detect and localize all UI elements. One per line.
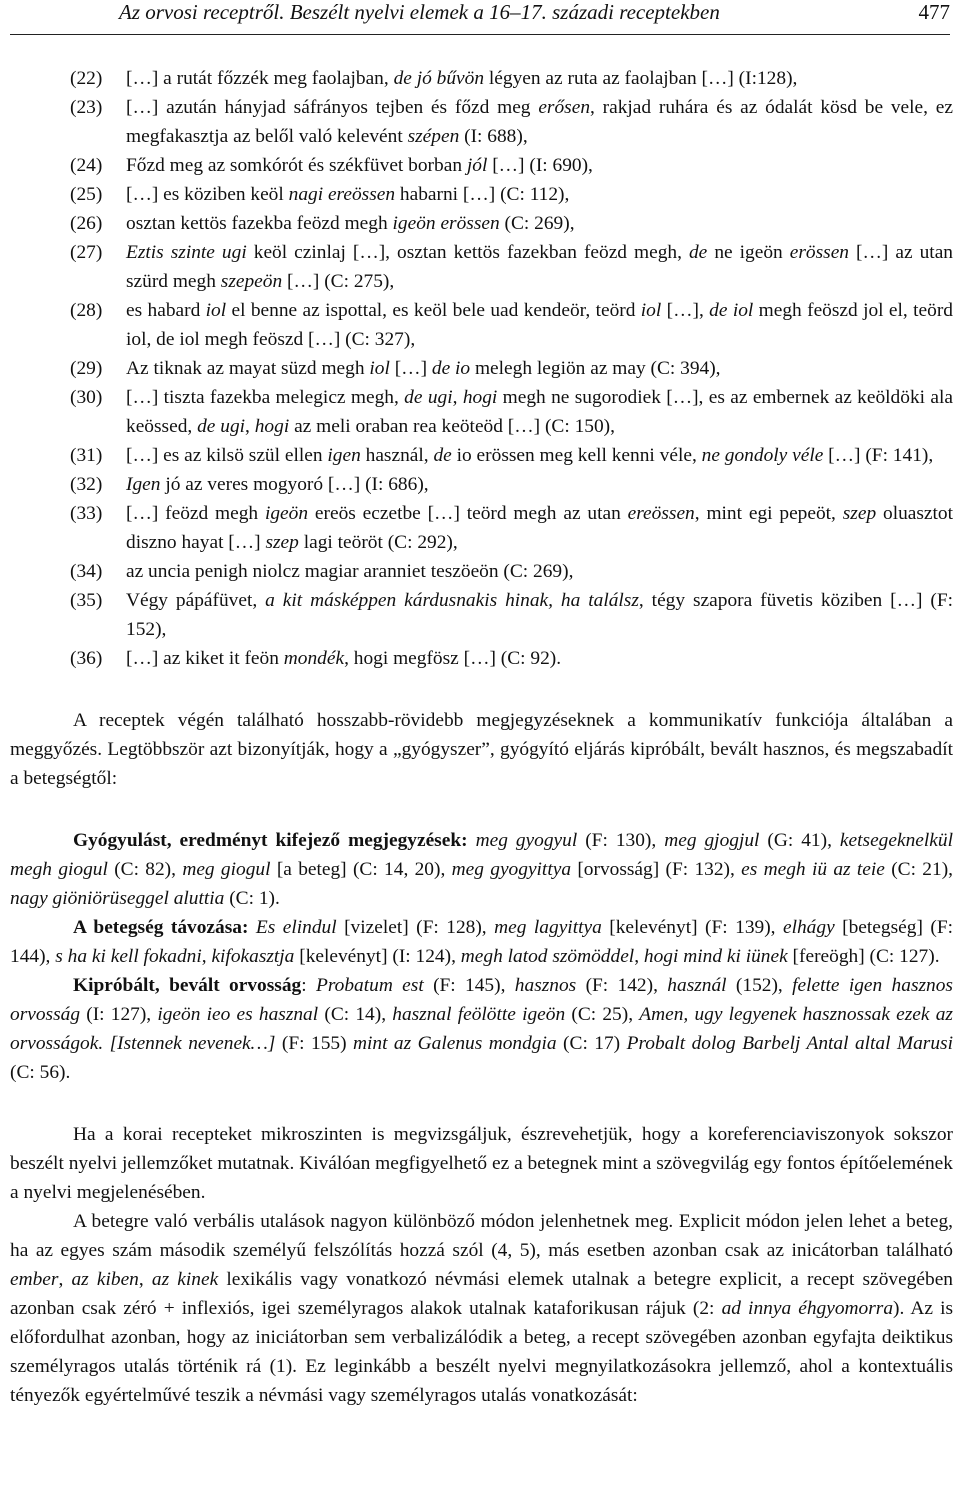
text-run: , <box>58 1269 72 1290</box>
text-run: […] (C: 275), <box>282 271 395 292</box>
text-run: : <box>301 975 316 996</box>
example-text <box>126 64 953 93</box>
italic-text: Probalt dolog Barbelj Antal altal Marusi <box>626 1033 953 1054</box>
text-run: [kelevényt] (F: 139), <box>601 917 783 938</box>
example-text <box>126 383 953 441</box>
text-run: A receptek végén található hosszabb-rövidebb megjegyzéseknek a kommunikatív funkciója általában a meggyőzés. Legtöbbször azt bizonyítják, hogy a „gyógyszer”, gyógyító eljárás kipróbált, bevált hasznos, és megszabadít a betegségtől: <box>10 710 953 789</box>
italic-text: igeön ieo es hasznal <box>157 1004 319 1025</box>
text-run: […] azután hányjad sáfrányos tejben és főzd meg <box>126 97 539 118</box>
text-run: [vizelet] (F: 128), <box>336 917 495 938</box>
text-run: (C: 14), <box>318 1004 393 1025</box>
italic-text: ketsegeknelkül megh giogul <box>10 830 953 880</box>
text-run: Főzd meg az somkórót és székfüvet borban <box>126 155 467 176</box>
text-run: , <box>138 1269 152 1290</box>
example-number: (23) <box>70 97 103 118</box>
text-run: ne igeön <box>707 242 790 263</box>
italic-text: meg giogul <box>182 859 271 880</box>
text-run: el benne az ispottal, es keöl bele uad kendeör, teörd <box>226 300 641 321</box>
text-run: (C: 269), <box>499 213 575 234</box>
example-number: (24) <box>70 155 103 176</box>
italic-text: de <box>688 242 708 263</box>
italic-text: erősen <box>538 97 591 118</box>
italic-text: erössen <box>789 242 850 263</box>
example-item <box>10 499 953 557</box>
text-run: (I: 688), <box>459 126 528 147</box>
italic-text: ember <box>10 1269 59 1290</box>
text-run: lagi teöröt (C: 292), <box>298 532 458 553</box>
italic-text: igeön erössen <box>392 213 500 234</box>
example-number: (34) <box>70 561 103 582</box>
italic-text: elhágy <box>782 917 835 938</box>
text-run: [betegség] (F: 144), <box>10 917 953 967</box>
text-run: , <box>452 387 463 408</box>
italic-text: de <box>433 445 452 466</box>
bold-heading: Kipróbált, bevált orvosság <box>73 975 302 996</box>
example-item <box>10 441 953 470</box>
text-run: Ha a korai recepteket mikroszinten is megvizsgáljuk, észrevehetjük, hogy a koreferenciaviszonyok sokszor beszélt nyelvi jellemzőket mutatnak. Kiválóan megfigyelhető ez a betegnek mint a szövegvilág egy fontos építőelemének a nyelvi megjelenésében. <box>10 1124 953 1203</box>
italic-text: meg gyogyul <box>475 830 578 851</box>
example-item <box>10 470 953 499</box>
italic-text: szépen <box>407 126 460 147</box>
italic-text: nagy giöniörüseggel aluttia <box>10 888 225 909</box>
paragraph <box>10 706 953 793</box>
example-text <box>126 499 953 557</box>
italic-text: felette igen hasznos orvosság <box>10 975 953 1025</box>
text-run: (F: 145), <box>423 975 515 996</box>
example-list <box>10 64 953 673</box>
italic-text: a kit másképpen kárdusnakis hinak, ha találsz <box>265 590 639 611</box>
example-number: (35) <box>70 590 103 611</box>
italic-text: Probatum est <box>315 975 424 996</box>
text-run: […] feözd megh <box>126 503 265 524</box>
paragraph <box>10 1120 953 1207</box>
example-item <box>10 383 953 441</box>
text-run: […] az kiket it feön <box>126 648 284 669</box>
italic-text: szep <box>265 532 299 553</box>
bold-heading: A betegség távozása: <box>73 917 249 938</box>
text-run: […], <box>661 300 710 321</box>
italic-text: igeön <box>264 503 309 524</box>
text-run: es habard <box>126 300 206 321</box>
italic-text: igen <box>327 445 361 466</box>
example-number: (26) <box>70 213 103 234</box>
running-title: Az orvosi receptről. Beszélt nyelvi elemek a 16–17. századi receptekben <box>119 0 720 24</box>
text-run: (I: 127), <box>80 1004 158 1025</box>
text-run: (C: 1). <box>224 888 280 909</box>
text-run: , mint egi pepeöt, <box>694 503 843 524</box>
example-text <box>126 151 953 180</box>
text-run: használ, <box>360 445 434 466</box>
text-run: io erössen meg kell kenni véle, <box>451 445 702 466</box>
text-run: […] az utan szürd megh <box>126 242 953 292</box>
italic-text: nagi ereössen <box>288 184 396 205</box>
text-run: [kelevényt] (I: 124), <box>294 946 461 967</box>
page-body <box>10 64 953 1410</box>
example-item <box>10 180 953 209</box>
italic-text: Amen, ugy legyenek hasznossak ezek az orvosságok. [Istennek nevenek…] <box>10 1004 953 1054</box>
example-item <box>10 296 953 354</box>
italic-text: az kiben <box>71 1269 139 1290</box>
text-run: […] es köziben keöl <box>126 184 289 205</box>
italic-text: es megh iü az teie <box>741 859 885 880</box>
italic-text: iol <box>205 300 227 321</box>
example-text <box>126 209 953 238</box>
text-run: [orvosság] (F: 132), <box>571 859 742 880</box>
text-run: , <box>634 946 644 967</box>
text-run: (C: 25), <box>565 1004 640 1025</box>
text-run: megh feöszd jol el, teörd iol, de iol megh feöszd […] (C: 327), <box>126 300 953 350</box>
bold-heading: Gyógyulást, eredményt kifejező megjegyzések: <box>73 830 468 851</box>
example-number: (28) <box>70 300 103 321</box>
example-number: (27) <box>70 242 103 263</box>
text-run: (C: 21), <box>884 859 953 880</box>
text-run: […] tiszta fazekba melegicz megh, <box>126 387 405 408</box>
italic-text: de jó bűvön <box>393 68 485 89</box>
text-run: , <box>245 416 255 437</box>
example-text <box>126 586 953 644</box>
example-item <box>10 586 953 644</box>
text-run: (C: 56). <box>10 1062 71 1083</box>
example-item <box>10 557 953 586</box>
italic-text: meg gjogjul <box>664 830 760 851</box>
example-text <box>126 557 953 586</box>
italic-text: ne gondoly véle <box>701 445 824 466</box>
example-item <box>10 93 953 151</box>
text-run: légyen az ruta az faolajban […] (I:128), <box>484 68 798 89</box>
text-run: (C: 17) <box>556 1033 627 1054</box>
example-number: (29) <box>70 358 103 379</box>
italic-text: de io <box>431 358 471 379</box>
text-run: […] es az kilsö szül ellen <box>126 445 328 466</box>
page-number: 477 <box>918 0 950 24</box>
example-number: (25) <box>70 184 103 205</box>
text-run: keöl czinlaj […], osztan kettös fazekban feözd megh, <box>246 242 689 263</box>
running-header <box>10 0 950 35</box>
italic-text: hogi mind ki iünek <box>643 946 788 967</box>
text-run: [fereögh] (C: 127). <box>787 946 940 967</box>
italic-text: hogi <box>462 387 498 408</box>
italic-text: jól <box>466 155 488 176</box>
italic-text: hogi <box>254 416 290 437</box>
example-text <box>126 93 953 151</box>
italic-text: mondék <box>283 648 345 669</box>
italic-text: mint az Galenus mondgia <box>353 1033 557 1054</box>
text-run: melegh legiön az may (C: 394), <box>470 358 721 379</box>
italic-text: szep <box>842 503 877 524</box>
example-text <box>126 644 953 673</box>
italic-text: de ugi <box>404 387 453 408</box>
italic-text: ereössen <box>627 503 695 524</box>
example-number: (31) <box>70 445 103 466</box>
text-run: az uncia penigh niolcz magiar aranniet teszöeön (C: 269), <box>126 561 574 582</box>
italic-text: iol <box>369 358 390 379</box>
paragraph <box>10 826 953 913</box>
text-run: megh ne sugorodiek […], es az embernek az keöldöki ala keössed, <box>126 387 953 437</box>
italic-text: s ha ki kell fokadni <box>55 946 202 967</box>
text-run: [a beteg] (C: 14, 20), <box>270 859 452 880</box>
example-text <box>126 354 953 383</box>
italic-text: Igen <box>126 474 161 495</box>
text-run: , hogi megfösz […] (C: 92). <box>344 648 562 669</box>
italic-text: szepeön <box>220 271 283 292</box>
text-run: (G: 41), <box>759 830 840 851</box>
paragraph <box>10 913 953 971</box>
text-run: , <box>201 946 212 967</box>
text-run: lexikális vagy vonatkozó névmási elemek utalnak a betegre explicit, a recept szövegében azonban csak zéró + inflexiós, igei személyragos alakok utalnak kataforikusan rájuk (2: <box>10 1269 953 1319</box>
text-run: […] <box>389 358 432 379</box>
text-run <box>248 917 255 938</box>
text-run: […] a rutát főzzék meg faolajban, <box>126 68 394 89</box>
example-number: (36) <box>70 648 103 669</box>
text-run <box>468 830 476 851</box>
italic-text: meg gyogyittya <box>451 859 572 880</box>
text-run: […] (I: 690), <box>487 155 593 176</box>
italic-text: Es elindul <box>255 917 337 938</box>
italic-text: kifokasztja <box>211 946 295 967</box>
text-run: , rakjad ruhára és az ódalát kösd be vele, ez megfakasztja az belől való kelevént <box>126 97 953 147</box>
text-run: jó az veres mogyoró […] (I: 686), <box>160 474 429 495</box>
text-run: (F: 142), <box>576 975 668 996</box>
italic-text: hasznal feölötte igeön <box>392 1004 566 1025</box>
italic-text: iol <box>640 300 662 321</box>
text-run: ). Az is előfordulhat azonban, hogy az iniciátorban sem verbalizálódik a beteg, a recept szövegében azonban egyfajta deiktikus személyragos utalás történik rá (1). Ez leginkább a beszélt nyelvi megnyilatkozásokra jellemző, ahol a kontextuális tényezők egyértelművé teszik a névmási vagy személyragos utalás vonatkozását: <box>10 1298 954 1406</box>
italic-text: ad innya éhgyomorra <box>721 1298 894 1319</box>
text-run: oluasztot diszno hayat […] <box>126 503 954 553</box>
text-run: Az tiknak az mayat süzd megh <box>126 358 370 379</box>
italic-text: hasznos <box>514 975 577 996</box>
text-run: (F: 130), <box>577 830 665 851</box>
paragraph <box>10 1207 953 1410</box>
text-run: (152), <box>726 975 793 996</box>
italic-text: Eztis szinte ugi <box>126 242 247 263</box>
example-text <box>126 296 953 354</box>
italic-text: meg lagyittya <box>494 917 602 938</box>
example-text <box>126 470 953 499</box>
text-run: Végy pápáfüvet, <box>126 590 266 611</box>
text-run: A betegre való verbális utalások nagyon különböző módon jelenhetnek meg. Explicit módon jelen lehet a beteg, ha az egyes szám második személyű felszólítás hozzá szól (4, 5), más esetben azonban csak az inicátorban található <box>10 1211 953 1261</box>
italic-text: megh latod szömöddel <box>460 946 635 967</box>
example-item <box>10 238 953 296</box>
example-item <box>10 64 953 93</box>
example-number: (22) <box>70 68 103 89</box>
text-run: , tégy szapora füvetis köziben […] (F: 152), <box>126 590 953 640</box>
example-number: (32) <box>70 474 103 495</box>
example-item <box>10 644 953 673</box>
example-item <box>10 354 953 383</box>
example-text <box>126 180 953 209</box>
text-run: az meli oraban rea keöteöd […] (C: 150), <box>289 416 615 437</box>
italic-text: az kinek <box>151 1269 219 1290</box>
example-number: (33) <box>70 503 103 524</box>
italic-text: de iol <box>709 300 754 321</box>
example-number: (30) <box>70 387 103 408</box>
italic-text: használ <box>667 975 727 996</box>
example-text <box>126 441 953 470</box>
text-run: osztan kettös fazekba feözd megh <box>126 213 393 234</box>
paragraph <box>10 971 953 1087</box>
text-run: ereös eczetbe […] teörd megh az utan <box>308 503 628 524</box>
example-item <box>10 151 953 180</box>
text-run: (C: 82), <box>107 859 183 880</box>
text-run: habarni […] (C: 112), <box>395 184 570 205</box>
text-run: (F: 155) <box>275 1033 353 1054</box>
example-item <box>10 209 953 238</box>
example-text <box>126 238 953 296</box>
italic-text: de ugi <box>197 416 246 437</box>
body-text <box>10 706 953 1410</box>
text-run: […] (F: 141), <box>823 445 934 466</box>
